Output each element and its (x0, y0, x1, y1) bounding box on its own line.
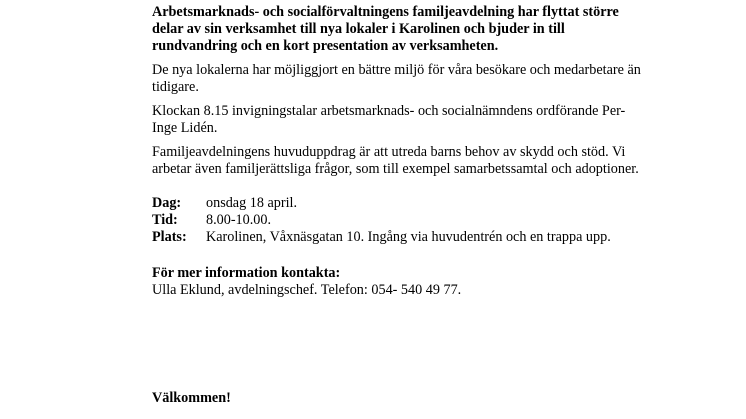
detail-day-label: Dag: (152, 195, 182, 211)
detail-place-value: Karolinen, Våxnäsgatan 10. Ingång via huvudentrén och en trappa upp. (206, 229, 611, 245)
press-release-body (152, 4, 642, 299)
detail-day (152, 195, 642, 212)
contact-heading: För mer information kontakta: (152, 265, 341, 281)
contact-text: Ulla Eklund, avdelningschef. Telefon: 054- 540 49 77. (152, 282, 462, 298)
lead-paragraph: Arbetsmarknads- och socialförvaltningens familjeavdelning har flyttat större delar av sin verksamhet till nya lokaler i Karolinen och bjuder in till rundvandring och en kort presentation av verksamheten. (152, 4, 619, 54)
paragraph-inauguration: Klockan 8.15 invigningstalar arbetsmarknads- och socialnämndens ordförande Per-Inge Lidén. (152, 103, 626, 136)
detail-time (152, 212, 642, 229)
paragraph-new-premises: De nya lokalerna har möjliggjort en bättre miljö för våra besökare och medarbetare än tidigare. (152, 62, 641, 95)
detail-place-label: Plats: (152, 229, 187, 245)
paragraph-mission: Familjeavdelningens huvuduppdrag är att utreda barns behov av skydd och stöd. Vi arbetar även familjerättsliga frågor, som till exempel samarbetssamtal och adoptioner. (152, 144, 639, 177)
contact-section (152, 265, 642, 299)
detail-time-value: 8.00-10.00. (206, 212, 272, 228)
detail-time-label: Tid: (152, 212, 178, 228)
detail-place (152, 229, 642, 246)
detail-day-value: onsdag 18 april. (206, 195, 298, 211)
welcome-text: Välkommen! (152, 390, 231, 406)
event-details (152, 195, 642, 246)
